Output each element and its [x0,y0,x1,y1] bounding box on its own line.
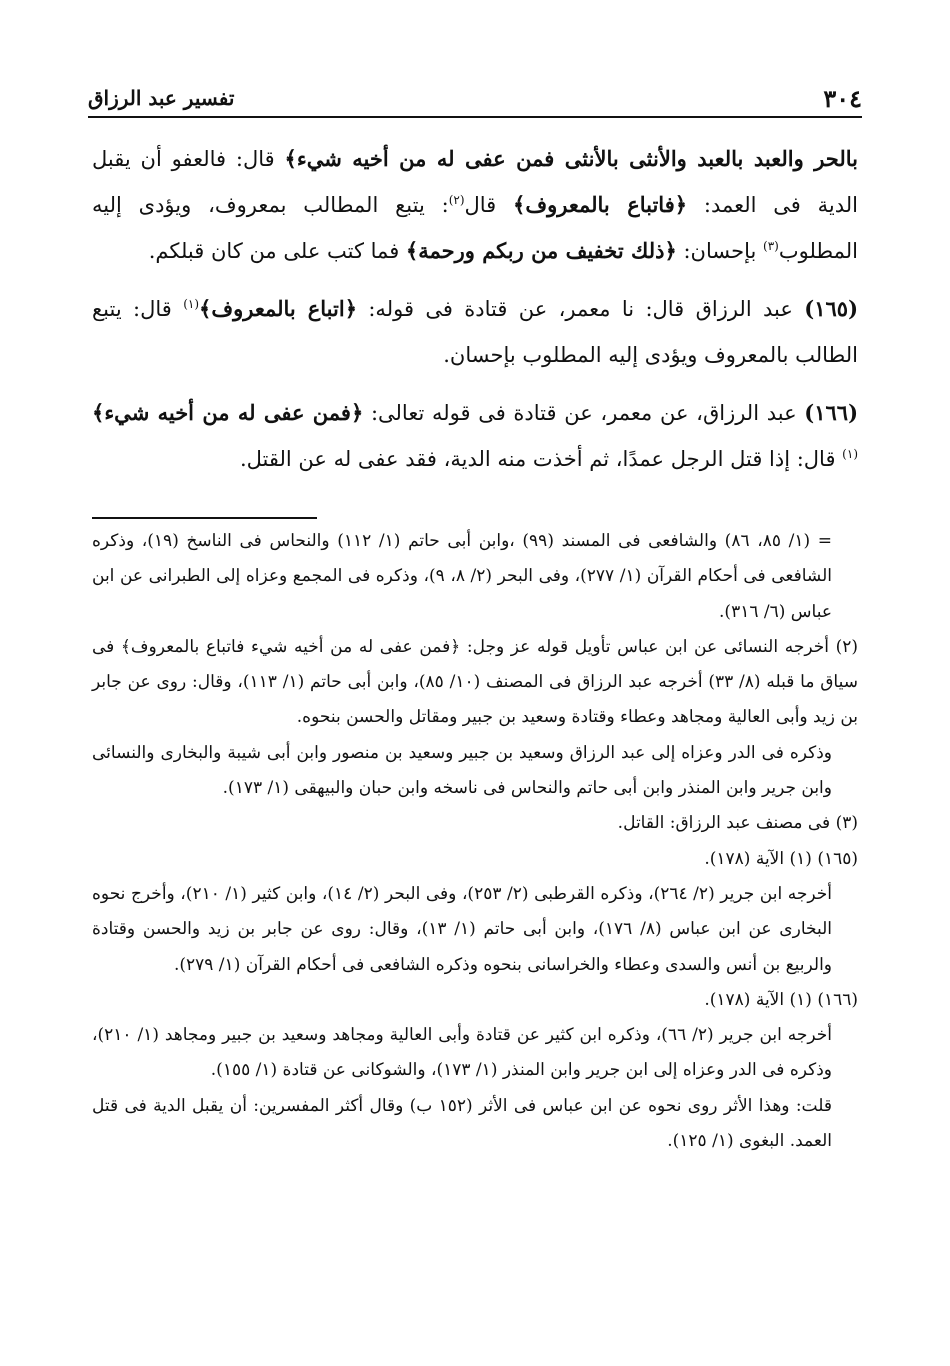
page-number: ٣٠٤ [823,84,862,113]
footnote-marker: (١) [842,447,858,461]
footnote-165-body: أخرجه ابن جرير (٢/ ٢٦٤)، وذكره القرطبى (٢/ ٢٥٣)، وفى البحر (٢/ ١٤)، وابن كثير (١/ ٢١٠)، وأخرج نحوه البخارى عن ابن عباس (٨/ ١٧٦)، وابن أبى حاتم (١/ ١٣)، وقال: روى عن جابر بن زيد والحسن وقتادة والربيع بن أنس والسدى وعطاء والخراسانى بنحوه وذكره الشافعى فى أحكام القرآن (١/ ٢٧٩). [92,883,833,975]
text-run: قال: فالعفو أن يقبل الدية فى العمد: [92,147,858,217]
narration-number: (١٦٦) [804,400,858,425]
verse-text: ذلك تخفيف من ربكم ورحمة [418,238,665,263]
footnote-2: (٢) أخرجه النسائى عن ابن عباس تأويل قوله عز وجل: ﴿فمن عفى له من أخيه شيء فاتباع بالمعروف﴾ فى سياق ما قبله (٨/ ٣٣) أخرجه عبد الرزاق فى المصنف (١٠/ ٨٥)، وابن أبى حاتم (١/ ١١٣)، وقال: روى عن جابر بن زيد وأبى العالية ومجاهد وعطاء وقتادة وسعيد بن جبير ومقاتل والحسن بنحوه. [92,636,858,728]
footnote-166-body: أخرجه ابن جرير (٢/ ٦٦)، وذكره ابن كثير عن قتادة وأبى العالية ومجاهد وسعيد بن جبير ومجاهد (١/ ٢١٠)، وذكره فى الدر وعزاه إلى ابن جرير وابن المنذر (١/ ١٧٣)، والشوكانى عن قتادة (١/ ١٥٥). [92,1025,832,1081]
paragraph-continuation [92,136,858,274]
verse-text: فمن عفى له من أخيه شيء [104,400,351,425]
footnote-marker: (٣) [763,239,779,253]
footnote-166-head: (١٦٦) (١) الآية (١٧٨). [704,989,858,1010]
verse-text: اتباع بالمعروف [211,296,345,321]
verse-text: فاتباع بالمعروف [525,192,675,217]
quran-verse: ﴿فاتباع بالمعروف﴾ [513,192,688,217]
running-header [88,82,862,118]
text-run: عبد الرزاق قال: نا معمر، عن قتادة فى قوله: [357,297,805,321]
quran-verse: بالحر والعبد بالعبد والأنثى بالأنثى فمن عفى له من أخيه شيء﴾ [284,146,858,171]
narration-165 [92,286,858,378]
quran-verse: ﴿فمن عفى له من أخيه شيء﴾ [92,400,364,425]
footnote-3: (٣) فى مصنف عبد الرزاق: القاتل. [617,813,858,834]
main-text [92,136,858,494]
footnote-marker: (١) [183,297,200,311]
narration-166 [92,390,858,482]
text-run: عبد الرزاق، عن معمر، عن قتادة فى قوله تعالى: [363,401,805,425]
text-run: قال: إذا قتل الرجل عمدًا، ثم أخذت منه الدية، فقد عفى له عن القتل. [239,447,843,471]
text-run: : يتبع المطالب بمعروف، ويؤدى إليه المطلوب [92,193,858,263]
verse-text: بالحر والعبد بالعبد والأنثى بالأنثى فمن عفى له من أخيه شيء [296,146,858,171]
footnote-165-head: (١٦٥) (١) الآية (١٧٨). [704,848,858,869]
footnote-continued: = (١/ ٨٥، ٨٦) والشافعى فى المسند (٩٩) ،وابن أبى حاتم (١/ ١١٢) والنحاس فى الناسخ (١٩)، وذكره الشافعى فى أحكام القرآن (١/ ٢٧٧)، وفى البحر (٢/ ٨، ٩)، وذكره فى المجمع وعزاه إلى الطبرانى عن ابن عباس (٦/ ٣١٦). [92,531,832,622]
quran-verse: ﴿اتباع بالمعروف﴾ [199,296,357,321]
footnote-166-note: قلت: وهذا الأثر روى نحوه عن ابن عباس فى الأثر (١٥٢ ب) وقال أكثر المفسرين: أن يقبل الدية فى قتل العمد. البغوى (١/ ١٢٥). [92,1095,833,1152]
text-run: فما كتب على من كان قبلكم. [148,239,406,263]
book-title: تفسير عبد الرزاق [88,86,235,110]
footnote-2-cont: وذكره فى الدر وعزاه إلى عبد الرزاق وسعيد بن جبير وسعيد بن منصور وابن أبى شيبة والبخارى والنسائى وابن جرير وابن المنذر وابن أبى حاتم والنحاس فى ناسخه وابن حبان والبيهقى (١/ ١٧٣). [92,742,832,799]
text-run: قال [464,193,514,217]
footnote-separator [92,517,317,519]
footnotes [92,524,858,1159]
footnote-marker: (٢) [448,193,465,207]
text-run: قال: يتبع الطالب بالمعروف ويؤدى إليه المطلوب بإحسان. [92,297,858,367]
text-run: بإحسان: [676,239,763,263]
quran-verse: ﴿ذلك تخفيف من ربكم ورحمة﴾ [405,238,677,263]
narration-number: (١٦٥) [804,296,858,321]
